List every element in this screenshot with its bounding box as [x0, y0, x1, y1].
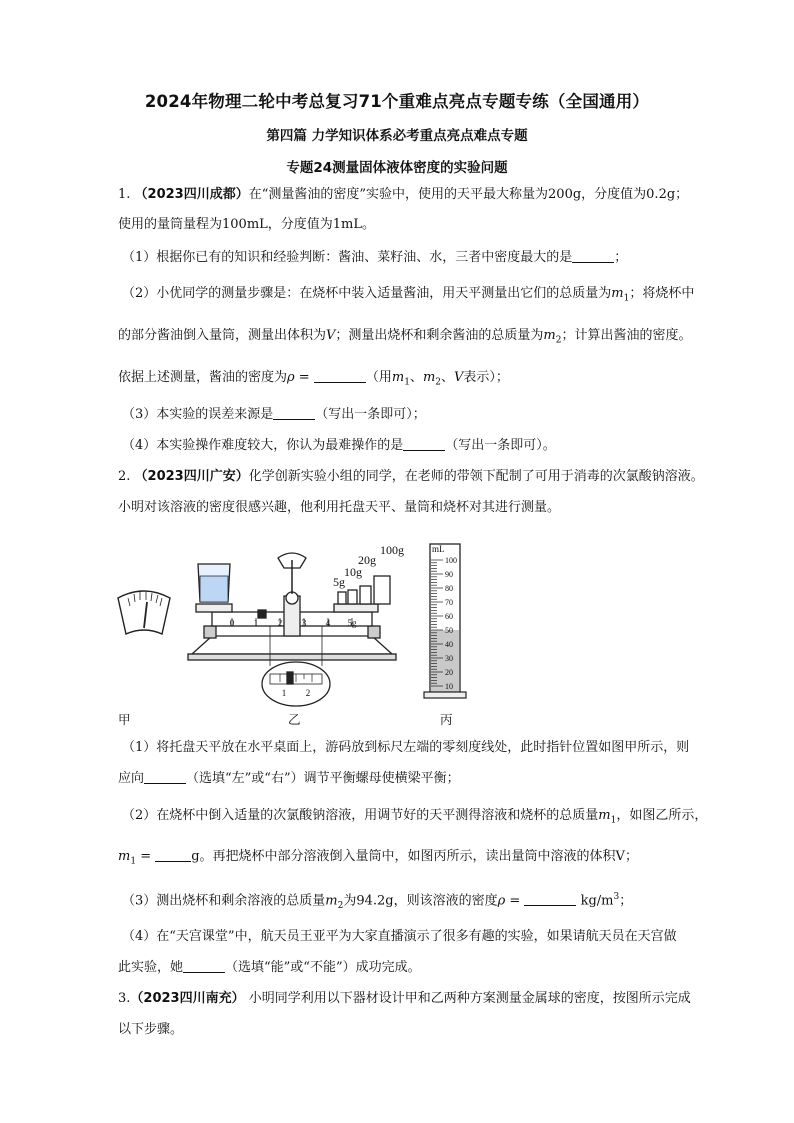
q2-part2-text: （2）在烧杯中倒入适量的次氯酸钠溶液，用调节好的天平测得溶液和烧杯的总质量: [122, 808, 599, 823]
topic-heading: 专题24测量固体液体密度的实验问题: [286, 160, 508, 176]
q3-intro-line: [118, 991, 698, 1007]
q1-part1: [122, 250, 702, 266]
q2-figure: [112, 536, 692, 728]
q1-part2-line3: 依据上述测量，酱油的密度为ρ = （用$m_1$、$m_2$、V表示）；: [118, 370, 509, 388]
q1-source: （2023四川成都）: [134, 187, 249, 202]
cylinder-tick-label: 60: [445, 612, 453, 621]
cylinder-tick-label: 30: [445, 654, 453, 663]
cylinder-tick-label: 70: [445, 598, 453, 607]
answer-blank[interactable]: [314, 370, 366, 383]
q1-part2-line2: 的部分酱油倒入量筒，测量出体积为V；测量出烧杯和剩余酱油的总质量为$m_2$；计算出酱油的密度。: [118, 328, 692, 346]
figure-caption-jia: 甲: [118, 712, 131, 727]
q1-part4-end: （写出一条即可）。: [445, 438, 556, 453]
scale-tick-label: 0: [229, 618, 235, 628]
scale-tick-label: 1: [253, 618, 259, 628]
q2-part1-line2-end: （选填“左”或“右”）调节平衡螺母使横梁平衡；: [186, 771, 460, 786]
q2-part3: （3）测出烧杯和剩余溶液的总质量$m_2$为94.2g，则该溶液的密度$\rho = kg/m^3$；: [122, 892, 633, 911]
answer-blank[interactable]: [572, 250, 614, 263]
q1-intro-text: 在“测量酱油的密度”实验中，使用的天平最大称量为200g，分度值为0.2g；: [248, 187, 689, 202]
scale-tick-label: 4: [325, 618, 331, 628]
answer-blank[interactable]: [524, 893, 576, 906]
part-heading: 第四篇 力学知识体系必考重点亮点难点专题: [266, 128, 528, 144]
weight-label-10g: 10g: [344, 565, 362, 579]
scale-tick-label: 3: [301, 618, 307, 628]
q3-number: 3.: [118, 991, 131, 1006]
q2-intro-line: [118, 469, 704, 485]
q2-part3-unit: kg/m: [580, 893, 614, 909]
scale-tick-label: 2: [277, 618, 283, 628]
zoom-tick-label: 1: [281, 688, 287, 698]
q3-source: （2023四川南充）: [130, 991, 245, 1006]
q1-part1-end: ；: [614, 250, 628, 265]
cylinder-tick-label: 20: [445, 668, 453, 677]
q1-part3-end: （写出一条即可）；: [315, 407, 426, 422]
q1-part2-line3-text: 依据上述测量，酱油的密度为: [118, 370, 288, 385]
q1-part3-text: （3）本实验的误差来源是: [122, 407, 274, 422]
cylinder-tick-label: 10: [445, 682, 453, 691]
q2-part4-line2-end: （选填“能”或“不能”）成功完成。: [225, 960, 421, 975]
q1-part3: [122, 407, 702, 423]
q2-part1-line2: [118, 771, 698, 787]
q1-part2-line3-tail: 表示）；: [463, 370, 509, 385]
q2-part2-line2-end: g。再把烧杯中部分溶液倒入量筒中，如图丙所示，读出量筒中溶液的体积V；: [191, 849, 638, 864]
q2-intro-text: 化学创新实验小组的同学，在老师的带领下配制了可用于消毒的次氯酸钠溶液。: [248, 469, 704, 484]
figure-caption-bing: 丙: [440, 712, 453, 727]
cylinder-unit-label: mL: [432, 544, 445, 554]
q2-number: 2.: [118, 469, 131, 484]
q1-part2-text: （2）小优同学的测量步骤是：在烧杯中装入适量酱油，用天平测量出它们的总质量为: [122, 286, 612, 301]
balance-apparatus-figure: [112, 536, 692, 728]
weight-label-20g: 20g: [358, 553, 376, 567]
q3-intro-text: 小明同学利用以下器材设计甲和乙两种方案测量金属球的密度，按图所示完成: [248, 991, 691, 1006]
q2-part3-end: ；: [619, 893, 633, 909]
q2-part3-mid: 为94.2g，则该溶液的密度: [343, 893, 498, 909]
cylinder-tick-label: 80: [445, 584, 453, 593]
q1-part2-line2-end: ；计算出酱油的密度。: [561, 328, 692, 343]
cylinder-tick-label: 90: [445, 570, 453, 579]
q2-part4-line2: [118, 960, 698, 976]
q2-part2-line2: $m_1 = g$。再把烧杯中部分溶液倒入量筒中，如图丙所示，读出量筒中溶液的体积V；: [118, 849, 638, 867]
q3-intro-line-2: 以下步骤。: [118, 1022, 184, 1037]
q1-intro-line: [118, 187, 698, 203]
answer-blank[interactable]: [273, 407, 315, 420]
q1-part1-text: （1）根据你已有的知识和经验判断：酱油、菜籽油、水，三者中密度最大的是: [122, 250, 573, 265]
answer-blank[interactable]: [144, 771, 186, 784]
cylinder-tick-label: 40: [445, 640, 453, 649]
answer-blank[interactable]: [155, 849, 191, 862]
q2-source: （2023四川广安）: [134, 469, 249, 484]
document-title: 2024年物理二轮中考总复习71个重难点亮点专题专练（全国通用）: [144, 92, 650, 111]
answer-blank[interactable]: [403, 438, 445, 451]
q2-part2-text-end: ，如图乙所示，: [616, 808, 708, 823]
q1-part2-text-end: ；将烧杯中: [629, 286, 695, 301]
q2-part3-text: （3）测出烧杯和剩余溶液的总质量: [122, 893, 326, 909]
weight-label-100g: 100g: [380, 543, 404, 557]
scale-tick-label: 5g: [347, 618, 357, 628]
q1-part2-line3-paren: （用: [365, 370, 392, 385]
q1-part2-line2-text: 的部分酱油倒入量筒，测量出体积为: [118, 328, 327, 343]
zoom-tick-label: 2: [305, 688, 311, 698]
figure-caption-yi: 乙: [288, 712, 301, 727]
balance-icon: [188, 553, 396, 706]
pointer-dial-icon: [118, 591, 170, 634]
q2-part4-line2-text: 此实验，她: [118, 960, 184, 975]
q1-part4-text: （4）本实验操作难度较大，你认为最难操作的是: [122, 438, 404, 453]
q1-part4: [122, 438, 702, 454]
q2-part2-line1: （2）在烧杯中倒入适量的次氯酸钠溶液，用调节好的天平测得溶液和烧杯的总质量$m_1$，如图乙所示，: [122, 808, 708, 826]
q2-part4-line1: （4）在“天宫课堂”中，航天员王亚平为大家直播演示了很多有趣的实验，如果请航天员在天宫做: [122, 929, 677, 944]
q1-part2-line1: （2）小优同学的测量步骤是：在烧杯中装入适量酱油，用天平测量出它们的总质量为$m_1$；将烧杯中: [122, 286, 695, 304]
weight-label-5g: 5g: [333, 575, 345, 589]
q2-part1-line1: （1）将托盘天平放在水平桌面上，游码放到标尺左端的零刻度线处，此时指针位置如图甲所示，则: [122, 740, 690, 755]
cylinder-tick-label: 100: [445, 556, 457, 565]
q1-number: 1.: [118, 187, 131, 202]
q1-intro-line-2: 使用的量筒量程为100mL，分度值为1mL。: [118, 217, 376, 232]
q2-part1-line2-text: 应向: [118, 771, 145, 786]
q2-intro-line-2: 小明对该溶液的密度很感兴趣，他利用托盘天平、量筒和烧杯对其进行测量。: [118, 500, 561, 515]
q1-part2-line2-mid: ；测量出烧杯和剩余酱油的总质量为: [335, 328, 544, 343]
cylinder-tick-label: 50: [445, 626, 453, 635]
answer-blank[interactable]: [183, 960, 225, 973]
